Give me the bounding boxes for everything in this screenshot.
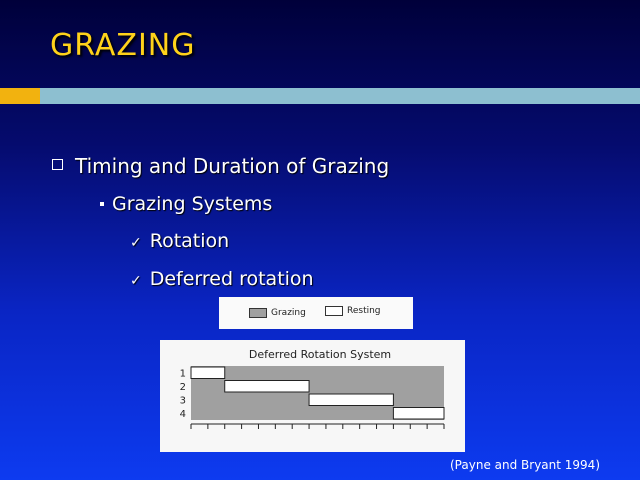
diagram-title: Deferred Rotation System	[248, 348, 392, 361]
resting-block-pasture-3	[309, 394, 393, 406]
resting-block-pasture-2	[225, 381, 309, 393]
citation: (Payne and Bryant 1994)	[450, 458, 600, 472]
title-accent-blue	[40, 88, 640, 104]
resting-block-pasture-4	[393, 408, 444, 420]
resting-block-pasture-1	[191, 367, 225, 379]
title-accent-yellow	[0, 88, 40, 104]
bullet-level3-text: Rotation	[149, 230, 230, 252]
deferred-rotation-diagram	[160, 340, 465, 452]
bullet-level2-text: Grazing Systems	[112, 193, 273, 215]
bullet-level3-deferred	[130, 268, 314, 290]
pasture-label: 4	[179, 409, 186, 420]
bullet-level3-rotation	[130, 230, 229, 252]
legend-swatch-grazing	[249, 308, 267, 318]
bullet-level3-text: Deferred rotation	[149, 268, 314, 290]
diagram-legend	[219, 297, 413, 329]
check-icon: ✓	[130, 235, 142, 251]
bullet-level1-text: Timing and Duration of Grazing	[75, 154, 390, 178]
check-icon: ✓	[130, 273, 142, 289]
legend-label-resting: Resting	[347, 306, 381, 316]
pasture-label: 3	[179, 395, 186, 407]
diagram-svg	[160, 340, 465, 452]
bullet-level1	[52, 154, 389, 178]
pasture-label: 2	[179, 382, 186, 393]
square-bullet-icon	[100, 202, 104, 206]
legend-label-grazing: Grazing	[271, 308, 306, 318]
bullet-level2	[100, 193, 272, 215]
pasture-label: 1	[179, 368, 186, 380]
legend-swatch-resting	[325, 306, 343, 316]
hollow-square-bullet-icon	[52, 159, 63, 170]
slide-title: GRAZING	[50, 28, 196, 63]
